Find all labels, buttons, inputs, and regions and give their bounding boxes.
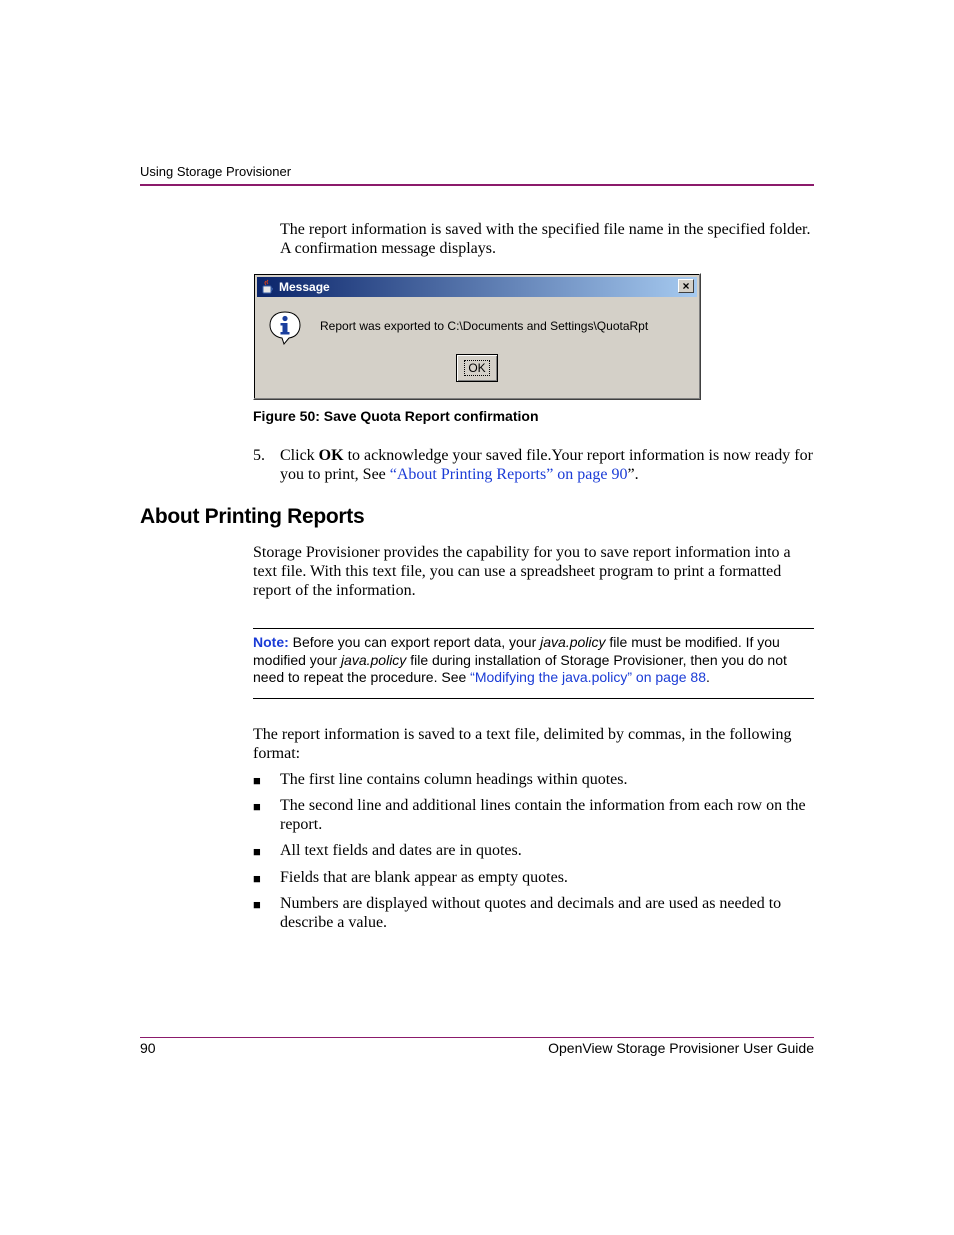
bullet-icon: ■ <box>253 799 261 814</box>
ok-keyword: OK <box>318 447 344 464</box>
bullet-icon: ■ <box>253 844 261 859</box>
modifying-java-policy-link[interactable]: “Modifying the java.policy” on page 88 <box>470 669 706 685</box>
footer-rule <box>140 1037 814 1038</box>
ok-button[interactable] <box>456 354 498 382</box>
intro-paragraph: The report information is saved with the specified file name in the specified folder. A confirmation message displays. <box>280 221 811 257</box>
header-rule <box>140 184 814 186</box>
step-text-part: Click <box>280 447 319 464</box>
step-text-part: ”. <box>627 466 639 483</box>
java-cup-icon <box>260 279 276 295</box>
note-block <box>253 634 814 687</box>
note-rule-top <box>253 628 814 629</box>
step-number: 5. <box>253 447 265 464</box>
ok-button-label: OK <box>465 361 488 375</box>
list-item-text: The first line contains column headings within quotes. <box>280 771 628 788</box>
list-item-text: All text fields and dates are in quotes. <box>280 842 522 859</box>
java-policy-term: java.policy <box>340 651 407 668</box>
java-policy-term: java.policy <box>540 634 606 650</box>
note-text-part: file during installation of Storage Provisioner, then you do not need to repeat the procedure. See <box>253 651 787 685</box>
section-paragraph: Storage Provisioner provides the capability for you to save report information into a text file. With this text file, you can use a spreadsheet program to print a formatted report of the information. <box>253 544 791 599</box>
close-button[interactable]: × <box>678 279 694 293</box>
list-item-text: Numbers are displayed without quotes and decimals and are used as needed to describe a value. <box>280 895 782 931</box>
bullet-icon: ■ <box>253 871 261 886</box>
figure-caption: Figure 50: Save Quota Report confirmation <box>253 408 539 424</box>
note-text-part: . <box>705 669 710 685</box>
page-number: 90 <box>140 1040 156 1056</box>
note-label: Note: <box>253 634 289 650</box>
format-paragraph: The report information is saved to a text file, delimited by commas, in the following format: <box>253 726 792 762</box>
dialog-titlebar <box>257 277 697 297</box>
note-text-part: file must be modified. If you modified your <box>253 634 780 668</box>
bullet-icon: ■ <box>253 773 261 788</box>
step-text-part: to acknowledge your saved file.Your report information is now ready for you to print, See <box>280 447 813 483</box>
message-dialog-screenshot <box>253 273 701 400</box>
information-icon <box>268 310 302 346</box>
note-text-part: Before you can export report data, your <box>288 634 541 650</box>
bullet-icon: ■ <box>253 897 261 912</box>
list-item-text: Fields that are blank appear as empty quotes. <box>280 869 568 886</box>
list-item-text: The second line and additional lines contain the information from each row on the report. <box>280 797 806 833</box>
dialog-message: Report was exported to C:\Documents and Settings\QuotaRpt <box>320 319 649 333</box>
dialog-title: Message <box>279 280 330 294</box>
section-heading: About Printing Reports <box>140 505 365 528</box>
note-rule-bottom <box>253 698 814 699</box>
about-printing-reports-link[interactable]: “About Printing Reports” on page 90 <box>389 466 628 483</box>
step-text <box>280 446 814 484</box>
running-header: Using Storage Provisioner <box>140 164 292 179</box>
footer-guide-title: OpenView Storage Provisioner User Guide <box>548 1040 814 1056</box>
